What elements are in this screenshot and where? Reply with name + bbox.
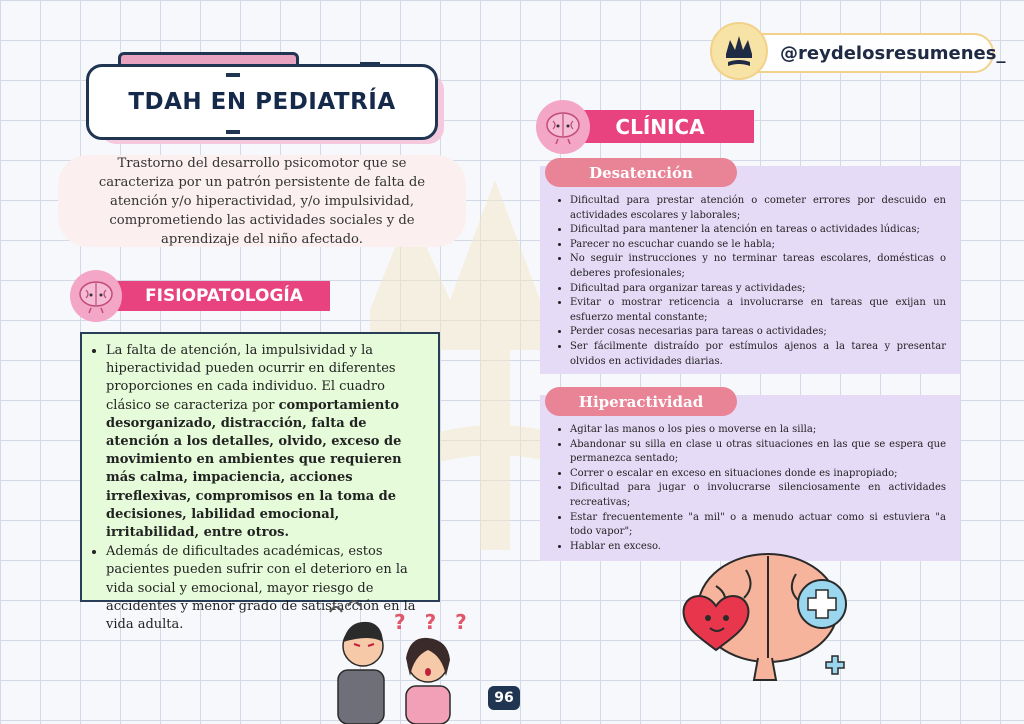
desatencion-item: • Dificultad para organizar tareas y actividades; [570,282,946,297]
hiperactividad-item: • Dificultad para jugar o involucrarse silenciosamente en actividades recreativas; [570,481,946,510]
fisiopatologia-item-text: La falta de atención, la impulsividad y la hiperactividad pueden ocurrir en diferentes proporciones en cada individuo. El cuadro clásico se caracteriza por [106,343,396,413]
crown-logo-icon [710,22,768,80]
desatencion-item: • Dificultad para prestar atención o cometer errores por descuido en actividades escolares y laborales; [570,194,946,223]
desatencion-label: Desatención [545,158,737,187]
desatencion-item: • No seguir instrucciones y no terminar tareas escolares, domésticas o deberes profesionales; [570,252,946,281]
fisiopatologia-item-bold: comportamiento desorganizado, distracción, falta de atención a los detalles, olvido, exceso de movimiento en ambientes que requieren más calma, impaciencia, acciones irreflexivas, compromisos en la toma de decisiones, labilidad emocional, irritabilidad, entre otros. [106,397,402,541]
social-handle: @reydelosresumenes_ [780,43,1006,64]
hiperactividad-item: • Agitar las manos o los pies o moverse en la silla; [570,423,946,438]
desatencion-item: • Dificultad para mantener la atención en tareas o actividades lúdicas; [570,223,946,238]
hiperactividad-item: • Abandonar su silla en clase u otras situaciones en las que se espera que permanezca sentado; [570,438,946,467]
desatencion-box [540,166,960,374]
hiperactividad-item: • Estar frecuentemente "a mil" o a menudo actuar como si estuviera "a todo vapor"; [570,511,946,540]
clinica-heading [566,110,754,143]
page-title: TDAH EN PEDIATRÍA [128,89,396,115]
fisiopatologia-heading-text: FISIOPATOLOGÍA [145,286,303,306]
title-dash [360,62,380,66]
desatencion-item: • Perder cosas necesarias para tareas o actividades; [570,325,946,340]
desatencion-item: • Ser fácilmente distraído por estímulos ajenos a la tarea y presentar olvidos en actividades diarias. [570,340,946,369]
hiperactividad-item: • Hablar en exceso. [570,540,946,555]
intro-definition: Trastorno del desarrollo psicomotor que se caracteriza por un patrón persistente de falta de atención y/o hiperactividad, y/o impulsividad, comprometiendo las actividades sociales y de aprendizaje del niño afectado. [58,155,466,247]
brain-heart-illustration [676,546,856,686]
title-dash [226,130,240,134]
question-marks: ? ? ? [394,610,473,634]
fisiopatologia-item: • Además de dificultades académicas, estos pacientes pueden sufrir con el deterioro en la vida social y emocional, mayor riesgo de accidentes y menor grado de satisfacción en la vida adulta. [106,543,424,634]
hiperactividad-item: • Correr o escalar en exceso en situaciones donde es inapropiado; [570,467,946,482]
desatencion-item: • Evitar o mostrar reticencia a involucrarse en tareas que exijan un esfuerzo mental constante; [570,296,946,325]
page-number: 96 [488,686,520,710]
hiperactividad-box [540,395,960,561]
brain-icon [536,100,590,154]
title-box [86,64,438,140]
desatencion-item: • Parecer no escuchar cuando se le habla; [570,238,946,253]
desatencion-list [552,194,946,369]
fisiopatologia-item [106,342,424,542]
fisiopatologia-box [80,332,440,633]
fisiopatologia-heading [98,281,330,311]
brain-icon [70,270,122,322]
title-dash [226,73,240,77]
hiperactividad-label: Hiperactividad [545,387,737,416]
clinica-heading-text: CLÍNICA [615,114,705,139]
hiperactividad-list [552,423,946,554]
